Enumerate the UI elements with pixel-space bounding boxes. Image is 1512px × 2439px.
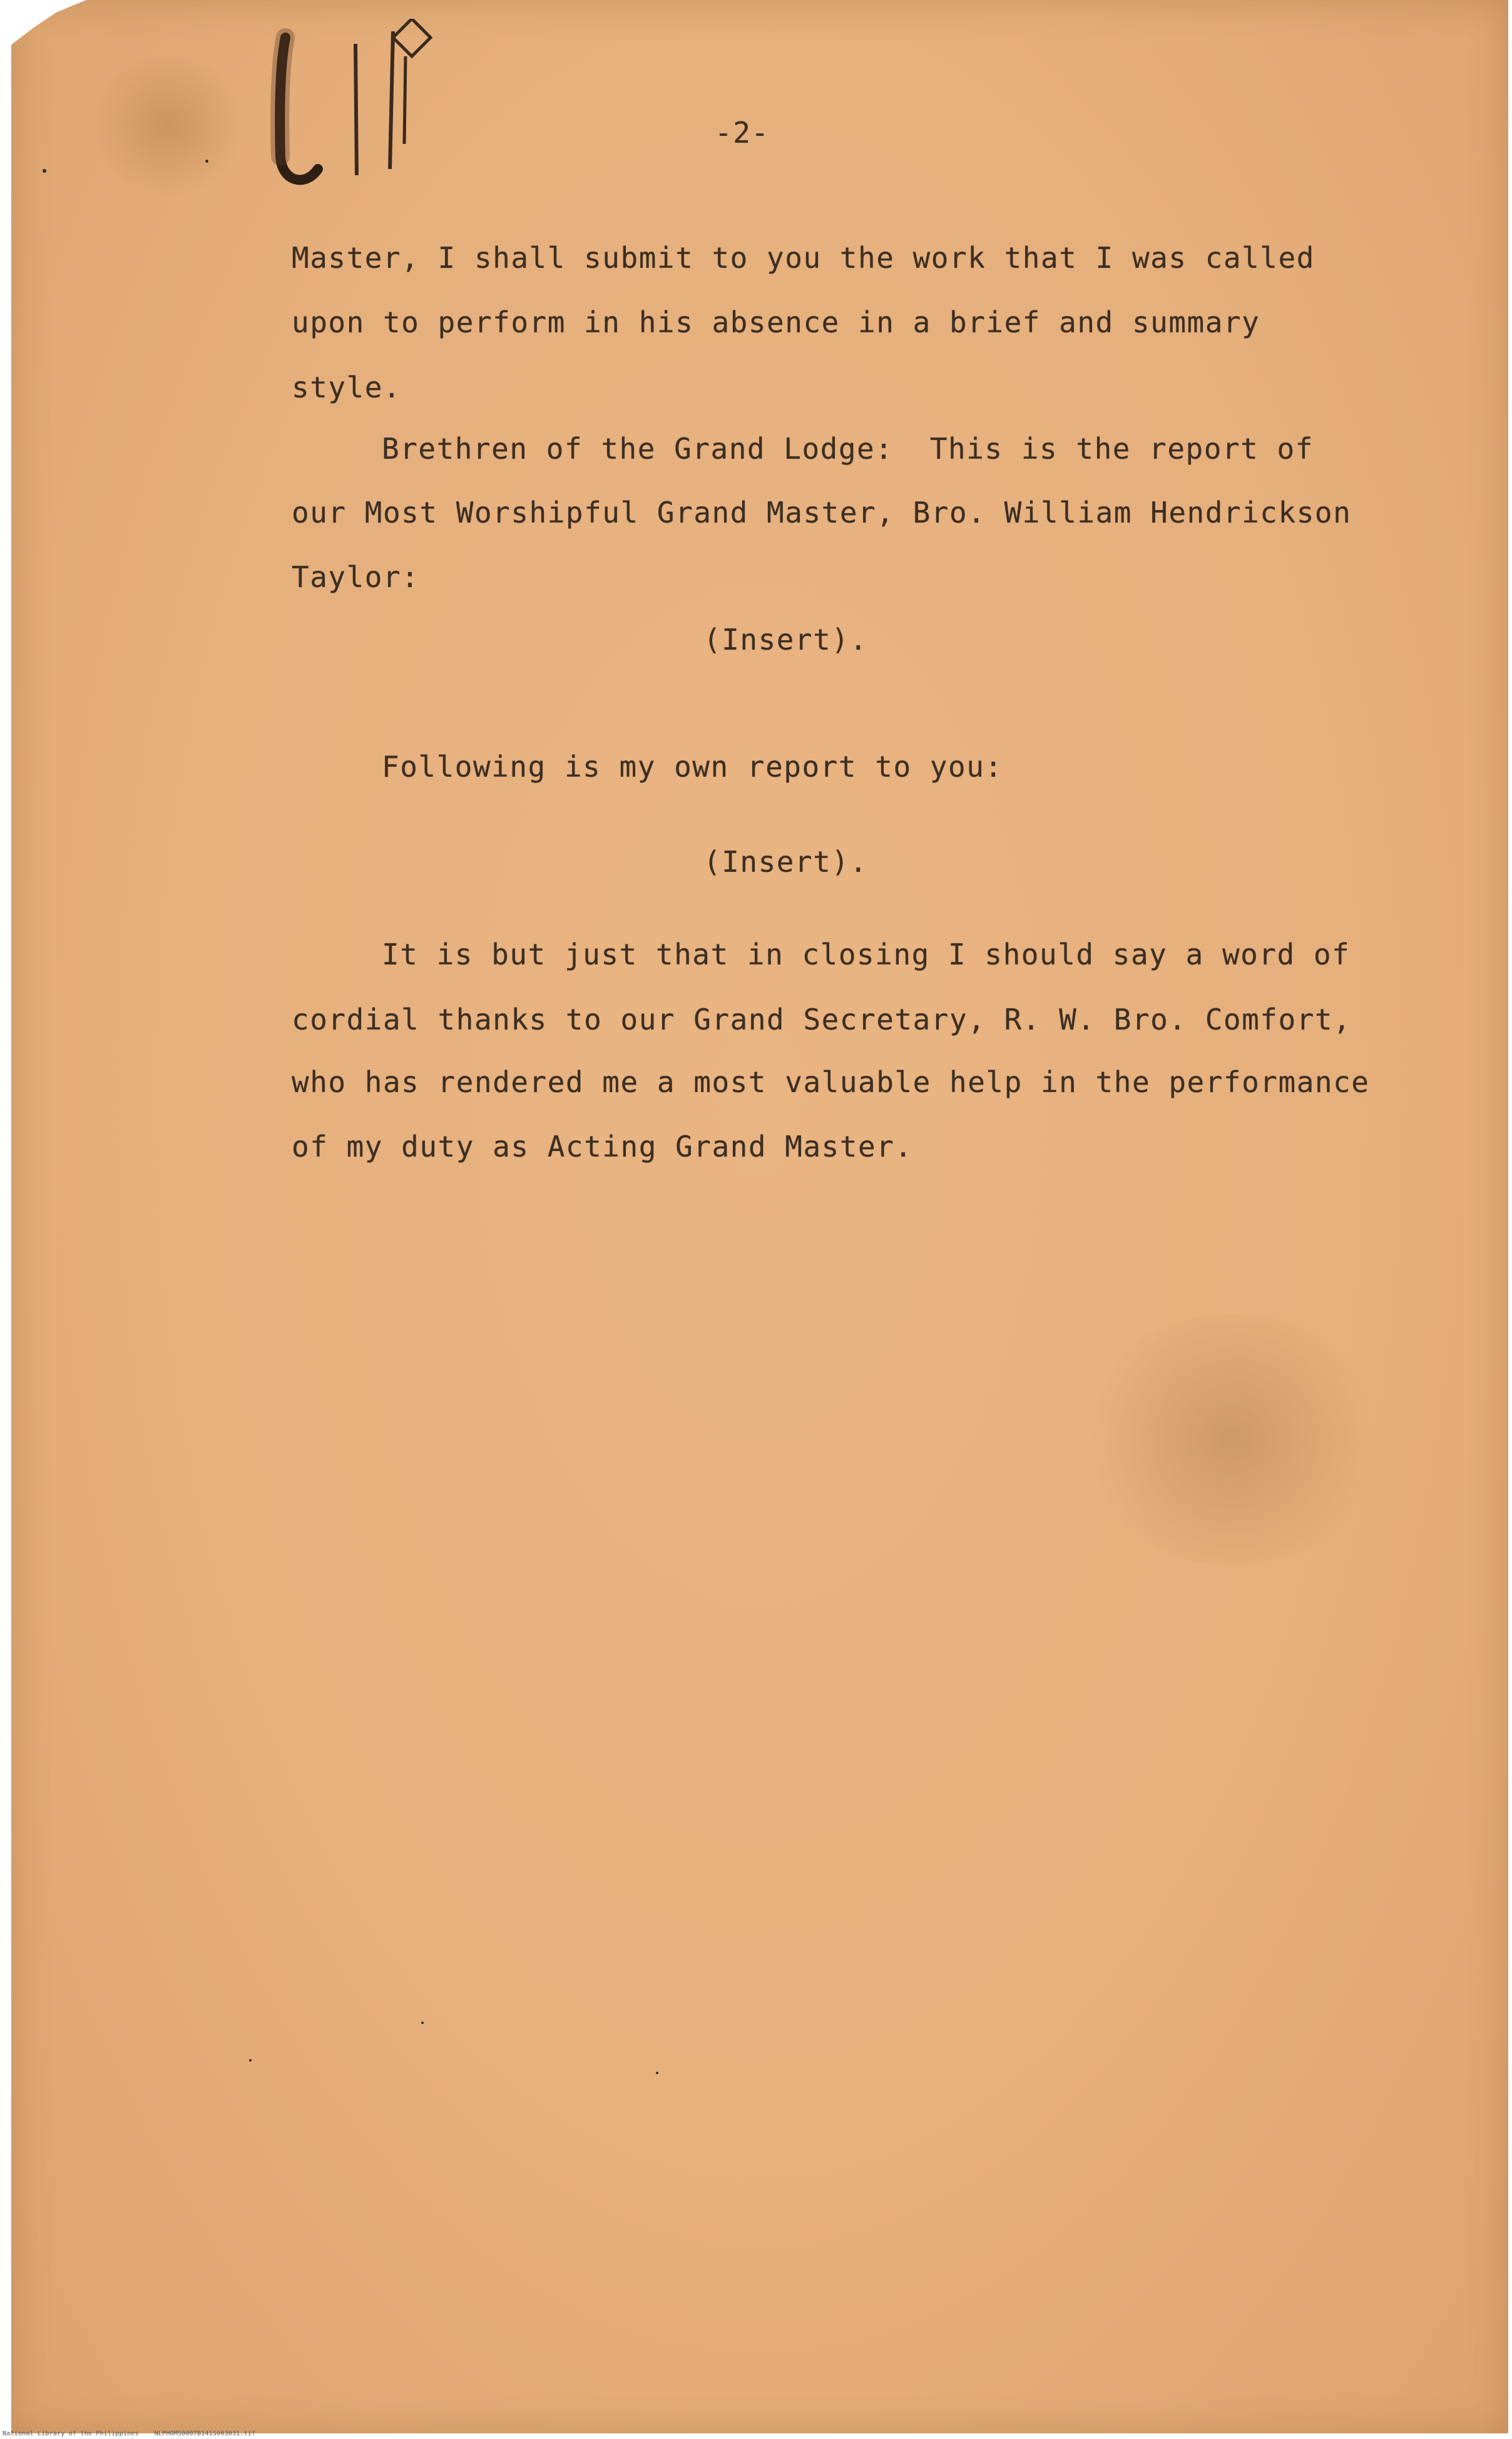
paragraph-1-line-3: style. [292,371,402,404]
paragraph-2-line-3: Taylor: [292,560,420,594]
paragraph-1-line-2: upon to perform in his absence in a brief and summary [292,305,1260,339]
speck [656,2072,658,2074]
scan-footer-caption: National Library of the Philippines NLPHOMS0007B141S003031.tif [3,2430,256,2437]
speck [43,169,46,173]
paragraph-4-line-3: who has rendered me a most valuable help in the performance [292,1065,1370,1099]
torn-corner [11,0,86,69]
paragraph-1-line-1: Master, I shall submit to you the work that I was called [292,241,1315,275]
paragraph-2-line-2: our Most Worshipful Grand Master, Bro. William Hendrickson [292,496,1352,529]
speck [205,160,208,163]
stain [1075,1314,1388,1565]
speck [421,2022,424,2024]
paragraph-4-line-1: It is but just that in closing I should say a word of [382,938,1351,971]
page-number: -2- [715,116,770,150]
paragraph-4-line-2: cordial thanks to our Grand Secretary, R. W. Bro. Comfort, [292,1003,1352,1036]
staple-rust-mark [262,19,449,200]
speck [249,2059,252,2062]
paragraph-4-line-4: of my duty as Acting Grand Master. [292,1130,913,1163]
insert-placeholder-1: (Insert). [703,623,868,657]
stain [86,56,249,194]
paragraph-2-line-1: Brethren of the Grand Lodge: This is the report of [382,432,1314,466]
paragraph-3: Following is my own report to you: [382,750,1003,784]
insert-placeholder-2: (Insert). [703,845,868,879]
paper-sheet [11,0,1508,2433]
